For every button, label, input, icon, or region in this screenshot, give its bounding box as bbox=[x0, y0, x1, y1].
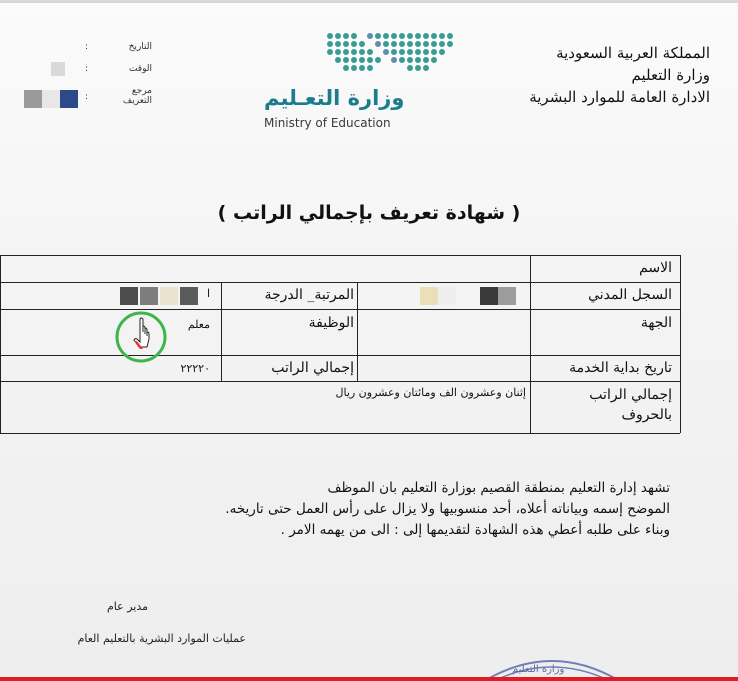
issuer-header bbox=[529, 42, 710, 108]
reference-label bbox=[123, 86, 152, 106]
body-line-2: الموضح إسمه وبياناته أعلاه، أحد منسوبيها ولا يزال على رأس العمل حتى تاريخه. bbox=[225, 501, 670, 517]
bottom-border bbox=[0, 677, 738, 681]
ministry-name: وزارة التعليم bbox=[631, 66, 710, 84]
redacted-rank-block-1 bbox=[120, 287, 138, 305]
body-line-1: تشهد إدارة التعليم بمنطقة القصيم بوزارة التعليم بان الموظف bbox=[327, 480, 670, 496]
document-meta bbox=[20, 40, 160, 110]
cursor-highlight-icon bbox=[112, 310, 172, 366]
total-salary-value: ٢٢٢٢٠ bbox=[180, 362, 210, 375]
redacted-ref-block-3 bbox=[24, 90, 42, 108]
logo-english-text: Ministry of Education bbox=[264, 116, 391, 130]
date-row bbox=[20, 40, 160, 62]
redacted-rank-block-3 bbox=[160, 287, 178, 305]
time-colon: : bbox=[84, 64, 88, 74]
redacted-rank-block-2 bbox=[140, 287, 158, 305]
certificate-body bbox=[50, 478, 670, 541]
redacted-civil-block-4 bbox=[498, 287, 516, 305]
table-line bbox=[0, 381, 680, 382]
time-label: الوقت bbox=[128, 64, 152, 74]
name-label: الاسم bbox=[639, 260, 672, 276]
department-name: الادارة العامة للموارد البشرية bbox=[529, 88, 710, 106]
redacted-civil-block-3 bbox=[480, 287, 498, 305]
redacted-rank-block-4 bbox=[180, 287, 198, 305]
signatory-department: عمليات الموارد البشرية بالتعليم العام bbox=[77, 632, 246, 645]
certificate-title: ( شهادة تعريف بإجمالي الراتب ) bbox=[217, 202, 521, 224]
total-in-words-value: إثنان وعشرون الف ومائتان وعشرون ريال bbox=[335, 386, 526, 399]
time-row bbox=[20, 62, 160, 84]
table-line bbox=[0, 255, 680, 256]
redacted-civil-block-1 bbox=[420, 287, 438, 305]
rank-grade-label: المرتبة_ الدرجة bbox=[264, 287, 354, 303]
top-border bbox=[0, 0, 738, 3]
redacted-ref-block-2 bbox=[42, 90, 60, 108]
redacted-time bbox=[51, 62, 65, 76]
table-line bbox=[0, 309, 680, 310]
reference-label-line2: التعريف bbox=[122, 96, 152, 106]
total-in-words-label-line1: إجمالي الراتب bbox=[589, 387, 672, 403]
total-in-words-label bbox=[589, 385, 672, 425]
table-line bbox=[0, 433, 680, 434]
service-start-label: تاريخ بداية الخدمة bbox=[569, 360, 672, 376]
logo-arabic-text: وزارة التعـليم bbox=[264, 86, 405, 110]
job-label: الوظيفة bbox=[308, 315, 354, 331]
job-value: معلم bbox=[187, 318, 210, 331]
table-line bbox=[0, 355, 680, 356]
date-label: التاريخ bbox=[128, 42, 152, 52]
total-in-words-label-line2: بالحروف bbox=[621, 407, 672, 423]
redacted-civil-block-2 bbox=[438, 287, 456, 305]
table-line bbox=[680, 255, 681, 433]
table-line bbox=[357, 282, 358, 381]
table-line bbox=[221, 282, 222, 381]
body-line-3: وبناء على طلبه أعطي هذه الشهادة لتقديمها إلى : الى من يهمه الامر . bbox=[280, 522, 670, 538]
total-salary-label: إجمالي الراتب bbox=[271, 360, 354, 376]
kingdom-name: المملكة العربية السعودية bbox=[556, 44, 710, 62]
table-line bbox=[0, 255, 1, 433]
reference-colon: : bbox=[84, 92, 88, 102]
stamp-text: وزارة التعليم bbox=[512, 664, 565, 675]
reference-row bbox=[20, 84, 160, 110]
rank-value-tail: ا bbox=[206, 287, 210, 300]
signatory-title: مدير عام bbox=[106, 600, 148, 613]
table-line bbox=[0, 282, 680, 283]
civil-record-label: السجل المدني bbox=[588, 287, 672, 303]
entity-label: الجهة bbox=[640, 315, 672, 331]
date-colon: : bbox=[84, 42, 88, 52]
reference-label-line1: مرجع bbox=[131, 86, 152, 96]
table-line bbox=[530, 255, 531, 433]
redacted-ref-block-1 bbox=[60, 90, 78, 108]
